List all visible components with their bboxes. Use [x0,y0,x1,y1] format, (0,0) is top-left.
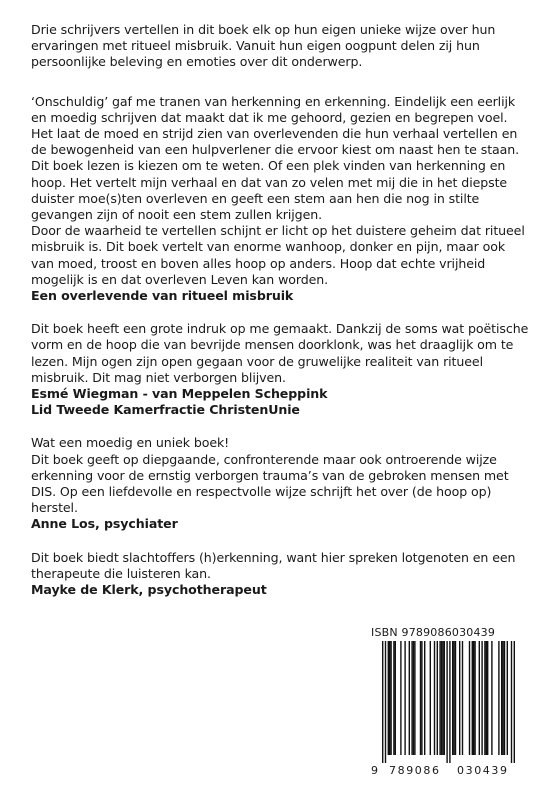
barcode-bar [484,641,485,755]
barcode-bar [395,641,396,755]
barcode-bar [481,641,482,755]
barcode-bar [413,641,414,755]
spacer [31,71,531,94]
barcode-bar [498,641,499,755]
barcode-bar [469,641,470,755]
barcode-digits-left: 789086 [389,764,441,777]
isbn-barcode [371,626,517,780]
barcode-bar [389,641,390,755]
back-cover-text [31,22,531,598]
barcode-bar [439,641,440,755]
review4-paragraph: Dit boek biedt slachtoffers (h)erkenning, want hier spreken lotgenoten en een therapeute die luisteren kan. [31,549,516,581]
barcode-bar [424,641,425,755]
barcode-bar [414,641,415,755]
barcode-bar [453,641,454,755]
barcode-bar [452,641,453,755]
barcode-bar [421,641,422,755]
review1-signature: Een overlevende van ritueel misbruik [31,288,294,304]
review2-signature-role: Lid Tweede Kamerfractie ChristenUnie [31,402,300,418]
spacer [31,304,531,321]
barcode-bar [442,641,443,755]
barcode-bar [472,641,473,755]
barcode-bar [507,641,508,755]
barcode-bar [382,641,383,763]
review2-paragraph: Dit boek heeft een grote indruk op me gemaakt. Dankzij de soms wat poëtische vorm en de hoop die van bevrijde mensen doorklonk, was het draaglijk om te lezen. Mijn ogen zijn open gegaan voor de gruwelijke realiteit van ritueel misbruik. Dit mag niet verborgen blijven. [31,321,529,385]
barcode-bars [371,641,517,763]
barcode-bar [455,641,456,755]
barcode-bar [446,641,447,763]
barcode-bar [462,641,463,755]
barcode-bar [504,641,505,755]
barcode-bar [388,641,389,755]
barcode-bar [444,641,445,755]
review1-paragraph-2: Dit boek lezen is kiezen om te weten. Of een plek vinden van herkenning en hoop. Het vertelt mijn verhaal en dat van zo velen met mij die in het diepste duister moe(s)ten overleven en geeft een stem aan hen die nog in stilte gevangen zijn of nooit een stem zullen krijgen. [31,158,508,223]
review3-opening-line: Wat een moedig en uniek boek! [31,435,230,451]
intro-paragraph: Drie schrijvers vertellen in dit boek elk op hun eigen unieke wijze over hun ervaringen met ritueel misbruik. Vanuit hun eigen oogpunt delen zij hun persoonlijke beleving en emoties over dit onderwerp. [31,22,496,70]
barcode-bar [390,641,391,755]
barcode-bar [514,641,515,763]
barcode-bar [473,641,474,755]
barcode-bar [411,641,412,755]
barcode-graphic [371,641,517,763]
barcode-bar [385,641,386,763]
barcode-bar [502,641,503,755]
review3-signature: Anne Los, psychiater [31,516,178,532]
barcode-bar [479,641,480,755]
spacer [31,418,531,435]
barcode-bar [501,641,502,755]
barcode-bar [487,641,488,755]
barcode-bar [430,641,431,755]
barcode-bar [434,641,435,755]
barcode-digits [371,764,517,778]
barcode-bar [420,641,421,755]
barcode-bar [409,641,410,755]
review2-signature-name: Esmé Wiegman - van Meppelen Scheppink [31,386,328,402]
barcode-bar [511,641,512,763]
barcode-bar [459,641,460,755]
review3-paragraph: Dit boek geeft op diepgaande, confronterende maar ook ontroerende wijze erkenning voor de ernstig verborgen trauma’s van de gebroken mensen met DIS. Op een liefdevolle en respectvolle wijze schrijft het over (de hoop op) herstel. [31,451,509,516]
barcode-bar [437,641,438,755]
barcode-bar [486,641,487,755]
barcode-bar [400,641,401,755]
review1-paragraph-1: ‘Onschuldig’ gaf me tranen van herkenning en erkenning. Eindelijk een eerlijk en moedig schrijven dat maakt dat ik me gehoord, gezien en begrepen voel. Het laat de moed en strijd zien van overlevenden die hun verhaal vertellen en de bewogenheid van een hulpverlener die ervoor kiest om naast hen te staan. [31,93,520,158]
barcode-bar [441,641,442,755]
barcode-bar [404,641,405,755]
barcode-bar [474,641,475,755]
barcode-bar [449,641,450,763]
isbn-label: ISBN 9789086030439 [371,626,496,639]
spacer [31,533,531,550]
review4-signature: Mayke de Klerk, psychotherapeut [31,582,267,598]
barcode-bar [393,641,394,755]
barcode-digit-first: 9 [371,764,378,777]
review1-paragraph-3: Door de waarheid te vertellen schijnt er licht op het duistere geheim dat ritueel misbruik is. Dit boek vertelt van enorme wanhoop, donker en pijn, maar ook van moed, troost en boven alles hoop op anders. Hoop dat echte vrijheid mogelijk is en dat overleven Leven kan worden. [31,223,525,287]
barcode-bar [491,641,492,755]
barcode-digits-right: 030439 [457,764,509,777]
